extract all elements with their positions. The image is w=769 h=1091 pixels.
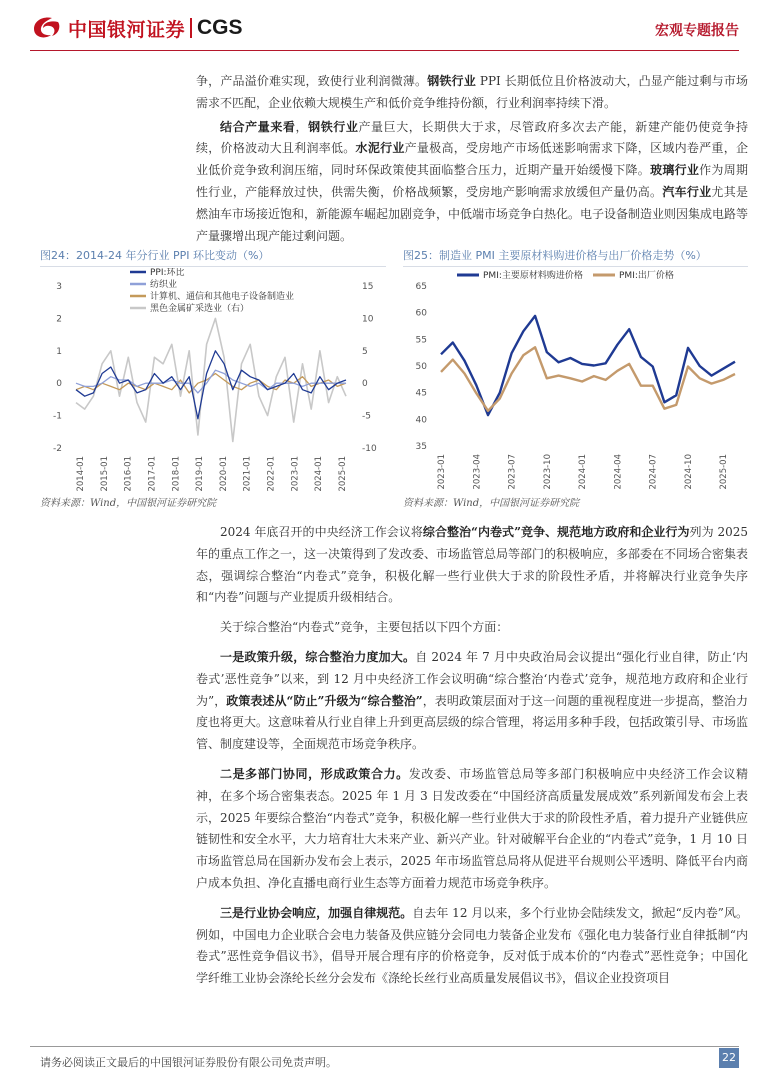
y-tick-label-left: 2 <box>56 314 62 325</box>
x-tick-label: 2021-01 <box>242 456 253 492</box>
text-run: 关于综合整治“内卷式”竞争，主要包括以下四个方面： <box>220 620 509 635</box>
bold-run: 政策表述从“防止”升级为“综合整治” <box>226 693 423 708</box>
footer-disclaimer: 请务必阅读正文最后的中国银河证券股份有限公司免责声明。 <box>40 1056 337 1069</box>
paragraph <box>196 903 748 990</box>
brand-mark-icon <box>30 14 64 42</box>
series-line <box>441 316 735 415</box>
figure-24-title: 图24：2014-24 年分行业 PPI 环比变动（%） <box>40 246 386 267</box>
y-tick-label-left: 3 <box>56 282 62 292</box>
x-tick-label: 2020-01 <box>218 456 229 492</box>
paragraph <box>196 117 748 248</box>
text-run: 发改委、市场监管总局等多部门积极响应中央经济工作会议精神，在多个场合密集表态。2025 年 1 月 3 日发改委在“中国经济高质量发展成效”系列新闻发布会上表示，2025 年要综合整治“内卷式”竞争，积极化解一些行业供大于求的阶段性矛盾，着力提升产业链供应链韧性和安全水平，大力培育壮大未来产业、新兴产业。针对破解平台企业的“内卷式”竞争，1 月 10 日市场监管总局在国新办发布会上表示，2025 年市场监管总局将从促进平台规则公平透明、降低平台内商户成本负担、净化直播电商行业生态等方面着力规范市场竞争秩序。 <box>196 766 748 890</box>
y-tick-label-left: 1 <box>56 346 62 357</box>
figure-25-source: 资料来源：Wind，中国银河证券研究院 <box>403 498 580 509</box>
text-run: ，表明政策层面对于这一问题的重视程度进一步提高，整治力度也将更大。这意味着从行业自律上升到更高层级的综合管理，将运用多种手段，包括政策引导、市场监管、制度建设等，全面规范市场竞争秩序。 <box>196 693 749 752</box>
brand-name-en: CGS <box>197 16 243 39</box>
legend-label: 黑色金属矿采选业（右） <box>150 304 250 314</box>
figure-25-title: 图25：制造业 PMI 主要原材料购进价格与出厂价格走势（%） <box>403 246 748 267</box>
x-tick-label: 2024-01 <box>314 456 325 492</box>
text-run: 自去年 12 月以来，多个行业协会陆续发文，掀起“反内卷”风。例如，中国电力企业联合会电力装备及供应链分会同电力装备企业发布《强化电力装备行业自律抵制“内卷式”恶性竞争倡议书》，倡导开展合理有序的价格竞争，反对低于成本价的“内卷式”恶性竞争；中国化学纤维工业协会涤纶长丝分会发布《涤纶长丝行业高质量发展倡议书》，倡议企业投资项目 <box>196 905 748 986</box>
x-tick-label: 2014-01 <box>76 456 86 492</box>
paragraph <box>196 617 748 639</box>
footer-divider <box>30 1046 739 1047</box>
x-tick-label: 2015-01 <box>99 456 110 492</box>
x-tick-label: 2025-01 <box>338 456 348 492</box>
bold-run: 钢铁行业 <box>308 119 359 134</box>
x-tick-label: 2023-10 <box>542 454 553 490</box>
bold-run: 二是多部门协同，形成政策合力。 <box>220 766 409 781</box>
text-run: 争，产品溢价难实现，致使行业利润微薄。 <box>196 74 428 88</box>
legend-label: 纺织业 <box>150 280 178 290</box>
bold-run: 一是政策升级，综合整治力度加大。 <box>220 649 416 664</box>
y-tick-label-right: 15 <box>362 282 374 292</box>
y-tick-label: 65 <box>415 282 427 292</box>
paragraph <box>196 647 748 756</box>
bold-run: 三是行业协会响应，加强自律规范。 <box>220 905 413 920</box>
text-run: ， <box>295 119 309 134</box>
legend-label: 计算机、通信和其他电子设备制造业 <box>150 292 295 302</box>
y-tick-label: 35 <box>415 442 427 452</box>
y-tick-label-right: 5 <box>362 346 368 357</box>
y-tick-label-right: -10 <box>362 444 377 454</box>
header-divider <box>30 50 739 51</box>
y-tick-label: 60 <box>415 308 427 319</box>
text-run: 尤其是燃油车市场接近饱和，新能源车崛起加剧竞争，中低端市场竞争白热化。电子设备制造业则因集成电路等产量骤增出现产能过剩问题。 <box>196 184 749 243</box>
x-tick-label: 2023-07 <box>507 454 518 490</box>
text-run: 自 2024 年 7 月中央政治局会议提出“强化行业自律，防止‘内卷式’恶性竞争”以来，到 12 月中央经济工作会议明确“综合整治‘内卷式’竞争，规范地方政府和企业行为”， <box>196 649 748 708</box>
y-tick-label: 50 <box>415 362 427 372</box>
x-tick-label: 2018-01 <box>171 456 182 492</box>
y-tick-label: 55 <box>415 335 427 346</box>
y-tick-label-right: -5 <box>362 411 371 422</box>
x-tick-label: 2023-01 <box>437 454 447 490</box>
bold-run: 钢铁行业 <box>427 74 476 88</box>
bold-run: 水泥行业 <box>355 141 405 156</box>
legend-label: PPI:环比 <box>150 268 185 278</box>
x-tick-label: 2024-01 <box>578 454 589 490</box>
x-tick-label: 2024-07 <box>648 454 659 490</box>
x-tick-label: 2025-01 <box>719 454 730 490</box>
figure-24-source: 资料来源：Wind，中国银河证券研究院 <box>40 498 217 509</box>
x-tick-label: 2024-04 <box>613 454 624 490</box>
text-run: 产量巨大，长期供大于求，尽管政府多次去产能，新建产能仍使竞争持续，价格波动大且利润率低。 <box>196 119 748 156</box>
paragraph <box>196 71 748 115</box>
bottom-text-block <box>196 522 748 990</box>
x-tick-label: 2023-01 <box>290 456 301 492</box>
brand-logo <box>30 14 243 42</box>
figure-24-chart <box>40 268 386 492</box>
x-tick-label: 2016-01 <box>123 456 134 492</box>
bold-run: 汽车行业 <box>662 184 712 199</box>
x-tick-label: 2017-01 <box>147 456 158 492</box>
brand-name-cn: 中国银河证券 <box>68 18 186 41</box>
text-run: 2024 年底召开的中央经济工作会议将 <box>220 525 423 539</box>
x-tick-label: 2023-04 <box>472 454 483 490</box>
text-run: 作为周期性行业，产能释放过快，供需失衡，价格战频繁，受房地产影响需求放缓但产量仍高。 <box>196 163 748 199</box>
bold-run: 综合整治“内卷式”竞争、规范地方政府和企业行为 <box>422 525 690 539</box>
y-tick-label: 40 <box>415 415 427 426</box>
y-tick-label-left: -2 <box>53 444 62 454</box>
bold-run: 玻璃行业 <box>650 163 700 178</box>
legend-label: PMI:主要原材料购进价格 <box>483 271 583 281</box>
bold-run: 结合产量来看 <box>220 119 296 134</box>
page-number: 22 <box>719 1048 739 1068</box>
y-tick-label-left: -1 <box>53 411 62 422</box>
x-tick-label: 2019-01 <box>195 456 206 492</box>
report-type-label: 宏观专题报告 <box>655 23 739 39</box>
text-run: 列为 2025 年的重点工作之一，这一决策得到了发改委、市场监管总局等部门的积极响应，多部委在不同场合密集表态，强调综合整治“内卷式”竞争，积极化解一些行业供大于求的阶段性矛盾，并将解决行业竞争失序和“内卷”问题与产业提质升级相结合。 <box>196 525 749 605</box>
top-text-block <box>196 71 748 247</box>
paragraph <box>196 764 748 895</box>
text-run: PPI 长期低位且价格波动大，凸显产能过剩与市场需求不匹配，企业依赖大规模生产和低价竞争维持份额，行业利润率持续下滑。 <box>196 74 748 110</box>
y-tick-label: 45 <box>415 388 427 399</box>
y-tick-label-right: 10 <box>362 314 374 325</box>
page-header <box>0 0 769 52</box>
x-tick-label: 2024-10 <box>683 454 694 490</box>
y-tick-label-left: 0 <box>56 379 62 390</box>
series-line <box>441 347 735 411</box>
brand-separator <box>190 18 192 38</box>
x-tick-label: 2022-01 <box>266 456 277 492</box>
y-tick-label-right: 0 <box>362 379 368 390</box>
text-run: 产量极高，受房地产市场低迷影响需求下降，区域内卷严重，企业低价竞争致利润压缩，同时环保政策使其面临整合压力，近期产量开始缓慢下降。 <box>196 141 748 178</box>
figure-25-chart <box>403 268 748 492</box>
legend-label: PMI:出厂价格 <box>619 271 674 281</box>
paragraph <box>196 522 748 609</box>
